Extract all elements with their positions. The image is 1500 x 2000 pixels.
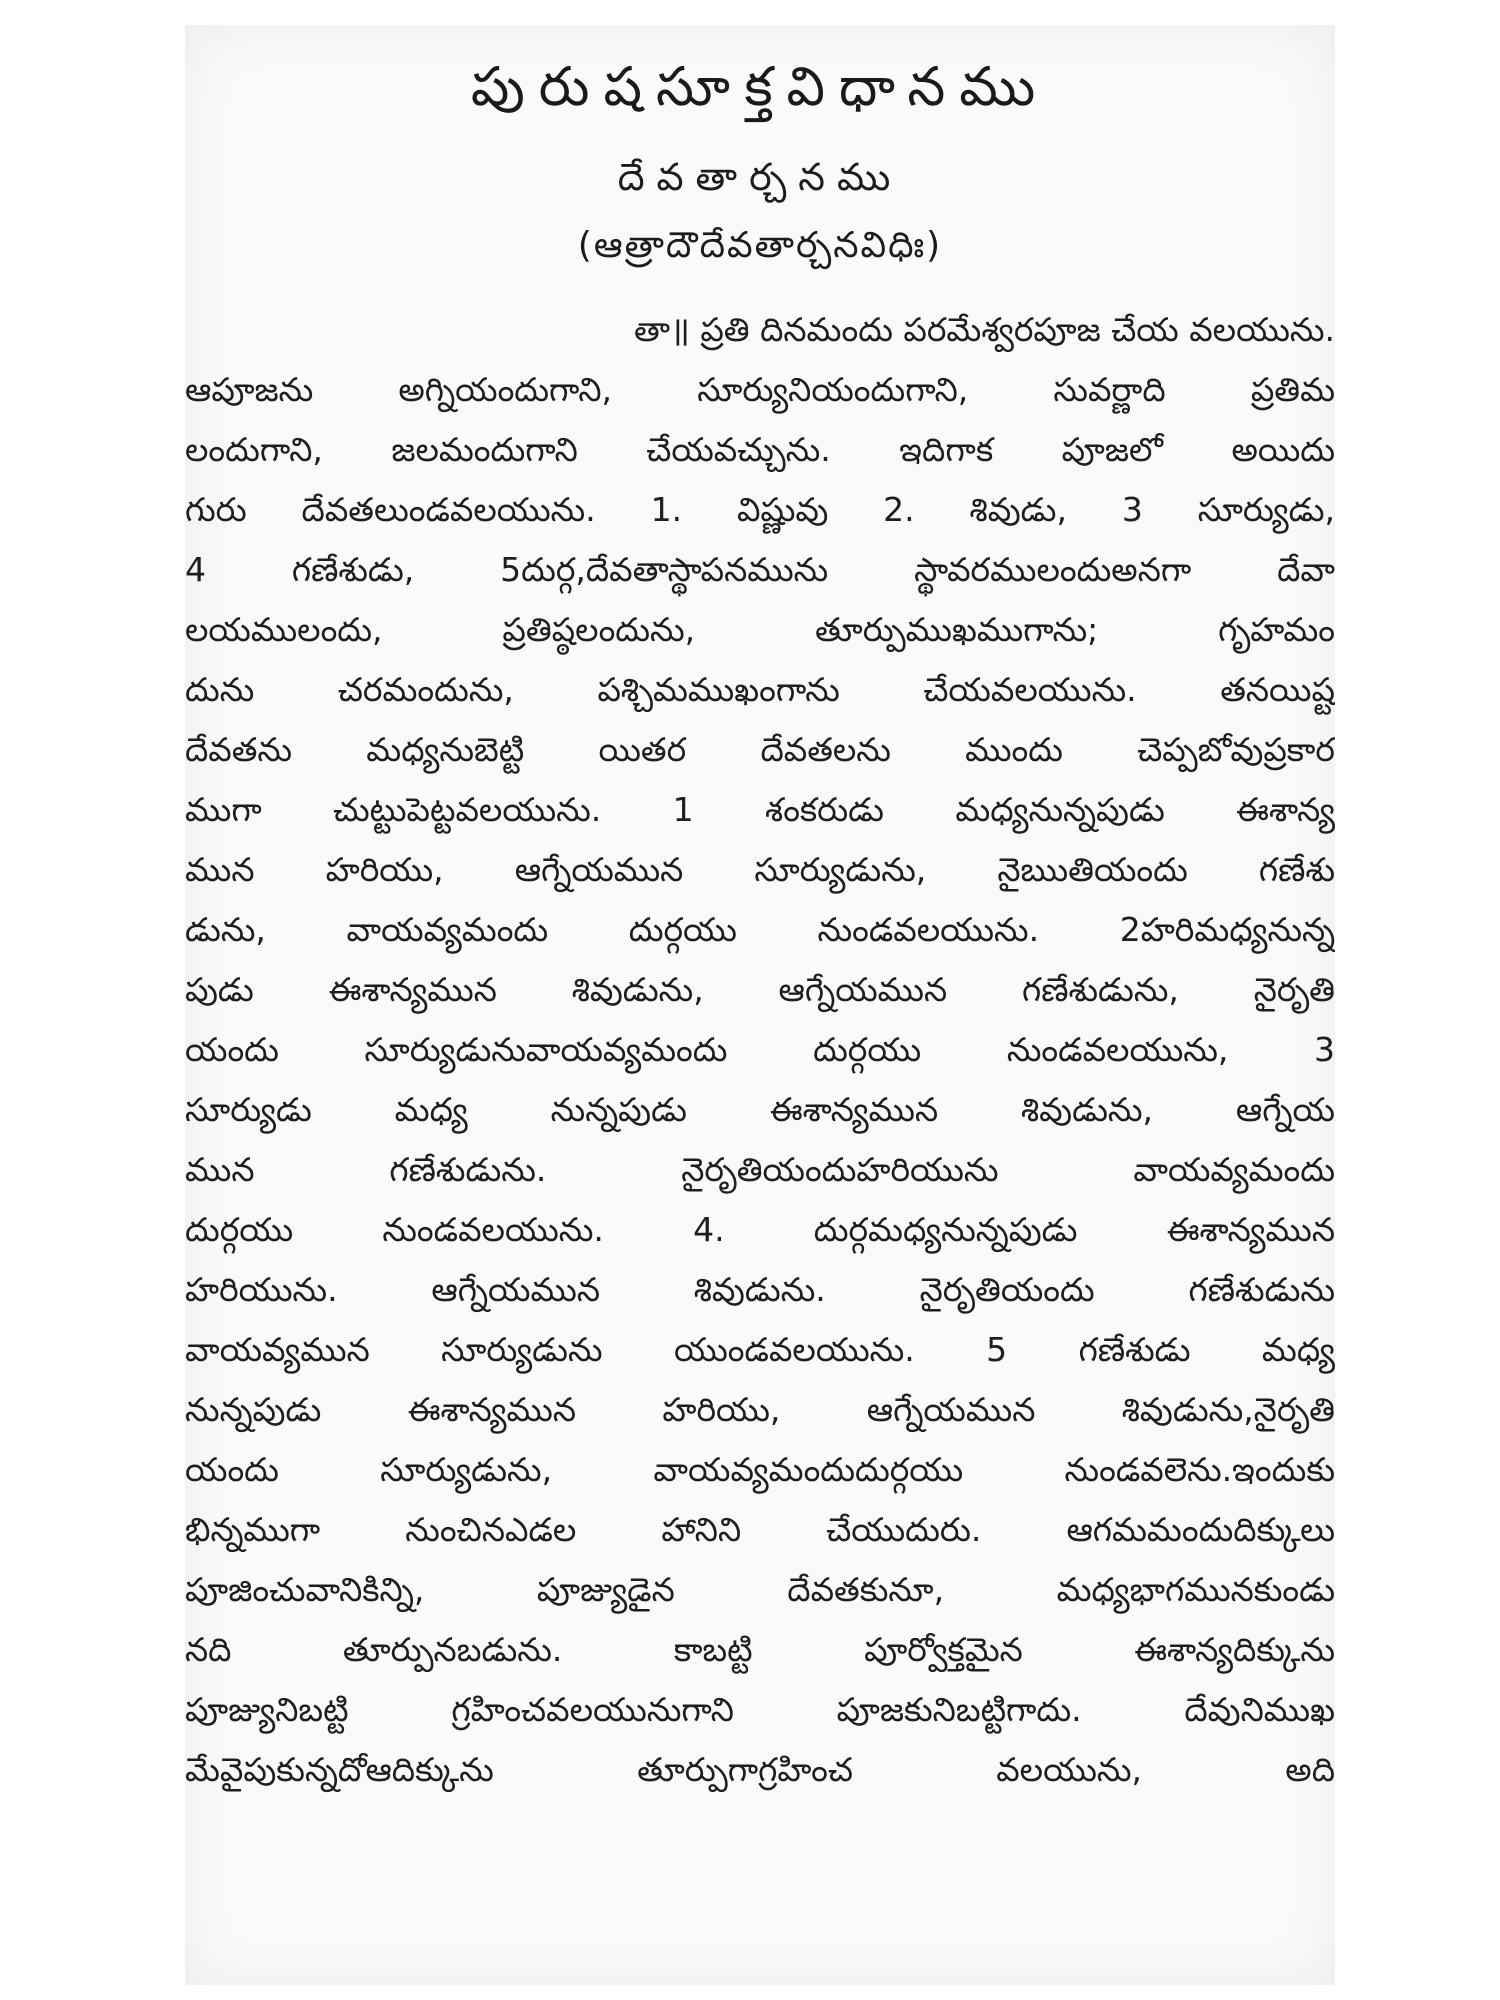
text-line: 4 గణేశుడు, 5దుర్గ,దేవతాస్థాపనమును స్థావరములందుఅనగా దేవా xyxy=(185,550,1335,589)
text-line: పూజించువానికిన్ని, పూజ్యుడైన దేవతకునూ, మధ్యభాగమునకుండు xyxy=(185,1570,1335,1609)
text-line: పూజ్యునిబట్టి గ్రహించవలయునుగాని పూజకునిబట్టిగాదు. దేవునిముఖ xyxy=(185,1690,1335,1729)
text-line: యందు సూర్యుడునువాయవ్యమందు దుర్గయు నుండవలయును, 3 xyxy=(185,1030,1335,1069)
text-line: వాయవ్యమున సూర్యుడును యుండవలయును. 5 గణేశుడు మధ్య xyxy=(185,1330,1335,1369)
document-page xyxy=(185,25,1335,1985)
text-line: పుడు ఈశాన్యమున శివుడును, ఆగ్నేయమున గణేశుడును, నైరృతి xyxy=(185,970,1335,1009)
text-line: సూర్యుడు మధ్య నున్నపుడు ఈశాన్యమున శివుడును, ఆగ్నేయ xyxy=(185,1090,1335,1129)
text-line: లందుగాని, జలమందుగాని చేయవచ్చును. ఇదిగాక పూజలో అయిదు xyxy=(185,430,1335,469)
text-line: గురు దేవతలుండవలయును. 1. విష్ణువు 2. శివుడు, 3 సూర్యుడు, xyxy=(185,490,1335,529)
text-line: మున హరియు, ఆగ్నేయమున సూర్యుడును, నైఋతియందు గణేశు xyxy=(185,850,1335,889)
section-heading: దేవతార్చనము xyxy=(617,155,903,199)
text-line: మేవైపుకున్నదోఆదిక్కును తూర్పుగాగ్రహించ వలయును, అది xyxy=(185,1750,1335,1789)
text-line: మున గణేశుడును. నైరృతియందుహరియును వాయవ్యమందు xyxy=(185,1150,1335,1189)
text-line: దును చరమందును, పశ్చిమముఖంగాను చేయవలయును. తనయిష్ట xyxy=(185,670,1335,709)
text-line: లయములందు, ప్రతిష్ఠలందును, తూర్పుముఖముగాను; గృహమం xyxy=(185,610,1335,649)
text-line: ముగా చుట్టుపెట్టవలయును. 1 శంకరుడు మధ్యనున్నపుడు ఈశాన్య xyxy=(185,790,1335,829)
text-line: తా॥ ప్రతి దినమందు పరమేశ్వరపూజ చేయ వలయును. xyxy=(634,310,1335,349)
text-line: నది తూర్పునబడును. కాబట్టి పూర్వోక్తమైన ఈశాన్యదిక్కును xyxy=(185,1630,1335,1669)
section-subheading: (ఆత్రాదౌదేవతార్చనవిధిః) xyxy=(577,225,943,266)
text-line: డును, వాయవ్యమందు దుర్గయు నుండవలయును. 2హరిమధ్యనున్న xyxy=(185,910,1335,949)
text-line: యందు సూర్యుడును, వాయవ్యమందుదుర్గయు నుండవలెను.ఇందుకు xyxy=(185,1450,1335,1489)
text-line: ఆపూజను అగ్నియందుగాని, సూర్యునియందుగాని, సువర్ణాది ప్రతిమ xyxy=(185,370,1335,409)
text-line: నున్నపుడు ఈశాన్యమున హరియు, ఆగ్నేయమున శివుడును,నైరృతి xyxy=(185,1390,1335,1429)
text-line: దుర్గయు నుండవలయును. 4. దుర్గమధ్యనున్నపుడు ఈశాన్యమున xyxy=(185,1210,1335,1249)
text-line: హరియును. ఆగ్నేయమున శివుడును. నైరృతియందు గణేశుడును xyxy=(185,1270,1335,1309)
page-title: పురుషసూక్తవిధానము xyxy=(470,55,1050,118)
text-line: భిన్నముగా నుంచినఎడల హానిని చేయుదురు. ఆగమమందుదిక్కులు xyxy=(185,1510,1335,1549)
text-line: దేవతను మధ్యనుబెట్టి యితర దేవతలను ముందు చెప్పబోవుప్రకార xyxy=(185,730,1335,769)
